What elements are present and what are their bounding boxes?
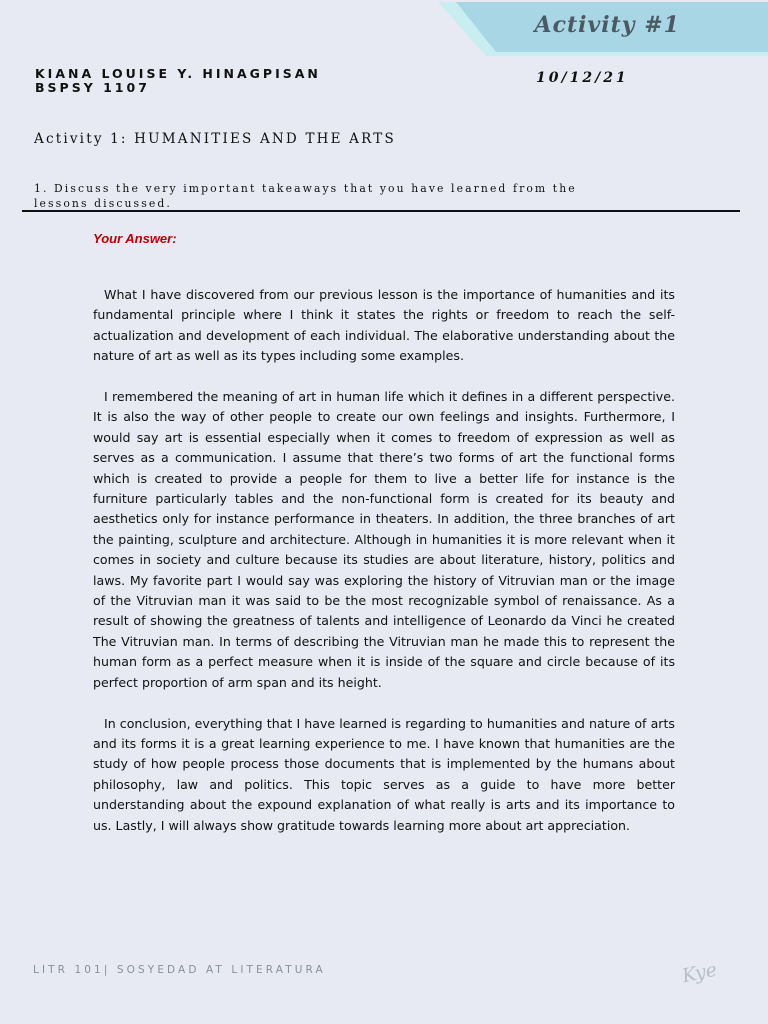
banner-title: Activity #1: [534, 12, 680, 38]
author-block: [35, 67, 321, 95]
answer-body: [93, 285, 675, 856]
footer-course: LITR 101| SOSYEDAD AT LITERATURA: [33, 964, 326, 976]
answer-label: Your Answer:: [93, 231, 177, 246]
divider-line: [22, 210, 740, 212]
answer-paragraph: In conclusion, everything that I have learned is regarding to humanities and nature of arts and its forms it is a great learning experience to me. I have known that humanities are the study of how people process those documents that is implemented by the humans about philosophy, law and politics. This topic serves as a guide to have more better understanding about the expound explanation of what really is arts and its importance to us. Lastly, I will always show gratitude towards learning more about art appreciation.: [93, 715, 675, 833]
question-text: 1. Discuss the very important takeaways that you have learned from the lessons discussed.: [34, 182, 577, 210]
answer-paragraph: I remembered the meaning of art in human life which it defines in a different perspective. It is also the way of other people to create our own feelings and insights. Furthermore, I would say art is essential especially when it comes to freedom of expression as well as serves as a communication. I assume that there’s two forms of art the functional forms which is created to provide a people for them to live a better life for instance is the furniture particularly tables and the non-functional form is created for its beauty and aesthetics only for instance performance in theaters. In addition, the three branches of art the painting, sculpture and architecture. Although in humanities it is more relevant when it comes in society and culture because its studies are about literature, history, politics and laws. My favorite part I would say was exploring the history of Vitruvian man or the image of the Vitruvian man it was said to be the most recognizable symbol of renaissance. As a result of showing the greatness of talents and intelligence of Leonardo da Vinci he created The Vitruvian man. In terms of describing the Vitruvian man he made this to represent the human form as a perfect measure when it is inside of the square and circle because of its perfect proportion of arm span and its height.: [93, 389, 675, 690]
date: 10/12/21: [536, 70, 629, 86]
activity-heading: Activity 1: HUMANITIES AND THE ARTS: [34, 131, 396, 147]
author-section: BSPSY 1107: [35, 80, 150, 95]
activity-banner: [430, 0, 768, 56]
signature: Kye: [680, 958, 719, 988]
author-name: KIANA LOUISE Y. HINAGPISAN: [35, 66, 321, 81]
answer-paragraph: What I have discovered from our previous lesson is the importance of humanities and its fundamental principle where I think it states the rights or freedom to reach the self-actualization and development of each individual. The elaborative understanding about the nature of art as well as its types including some examples.: [93, 287, 675, 364]
